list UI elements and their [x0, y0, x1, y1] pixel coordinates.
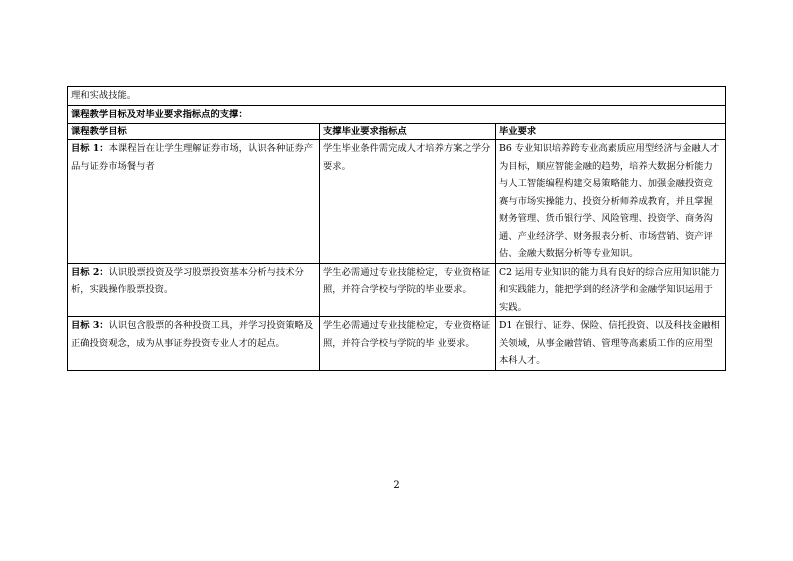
page-content [67, 86, 725, 371]
requirement-cell: D1 在银行、证券、保险、信托投资、以及科技金融相关领域，从事金融营销、管理等高素质工作的应用型本科人才。 [496, 317, 726, 371]
header-course-goal: 课程教学目标 [68, 124, 320, 140]
goal-label: 目标 1： [71, 143, 109, 154]
section-title: 课程教学目标及对毕业要求指标点的支撑： [68, 105, 726, 124]
goal-label: 目标 3： [71, 320, 109, 331]
goal-label: 目标 2： [71, 266, 109, 278]
goal-cell [68, 263, 320, 317]
continuation-text: 理和实战技能。 [68, 87, 726, 106]
goal-cell [68, 140, 320, 264]
indicator-cell: 学生必需通过专业技能检定，专业资格证照，并符合学校与学院的毕业要求。 [320, 263, 496, 317]
header-indicator: 支撑毕业要求指标点 [320, 124, 496, 140]
goal-text: 本课程旨在让学生理解证券市场，认识各种证券产品与证券市场餐与者 [71, 143, 314, 172]
goal-cell [68, 317, 320, 371]
page-number: 2 [393, 480, 400, 491]
indicator-cell: 学生毕业条件需完成人才培养方案之学分要求。 [320, 140, 496, 264]
header-graduation-requirement: 毕业要求 [496, 124, 726, 140]
table-row-section-title [68, 105, 726, 124]
goal-text: 认识包含股票的各种投资工具，并学习投资策略及正确投资观念，成为从事证券投资专业人才的起点。 [71, 320, 314, 349]
requirement-cell: B6 专业知识培养跨专业高素质应用型经济与金融人才为目标，顺应智能金融的趋势，培养大数据分析能力与人工智能编程构建交易策略能力、加强金融投资竞赛与市场实操能力、投资分析师养成教育，并且掌握财务管理、货币银行学、风险管理、投资学、商务沟通、产业经济学、财务报表分析、市场营销、资产评估、金融大数据分析等专业知识。 [496, 140, 726, 264]
table-header-row [68, 124, 726, 140]
requirement-cell: C2 运用专业知识的能力具有良好的综合应用知识能力和实践能力，能把学到的经济学和金融学知识运用于实践。 [496, 263, 726, 317]
table-row [68, 263, 726, 317]
table-row [68, 317, 726, 371]
table-row-continuation [68, 87, 726, 106]
goal-text: 认识股票投资及学习股票投资基本分析与技术分析，实践操作股票投资。 [71, 266, 304, 295]
course-objectives-table [67, 86, 726, 371]
indicator-cell: 学生必需通过专业技能检定，专业资格证照，并符合学校与学院的毕 业要求。 [320, 317, 496, 371]
table-row [68, 140, 726, 264]
